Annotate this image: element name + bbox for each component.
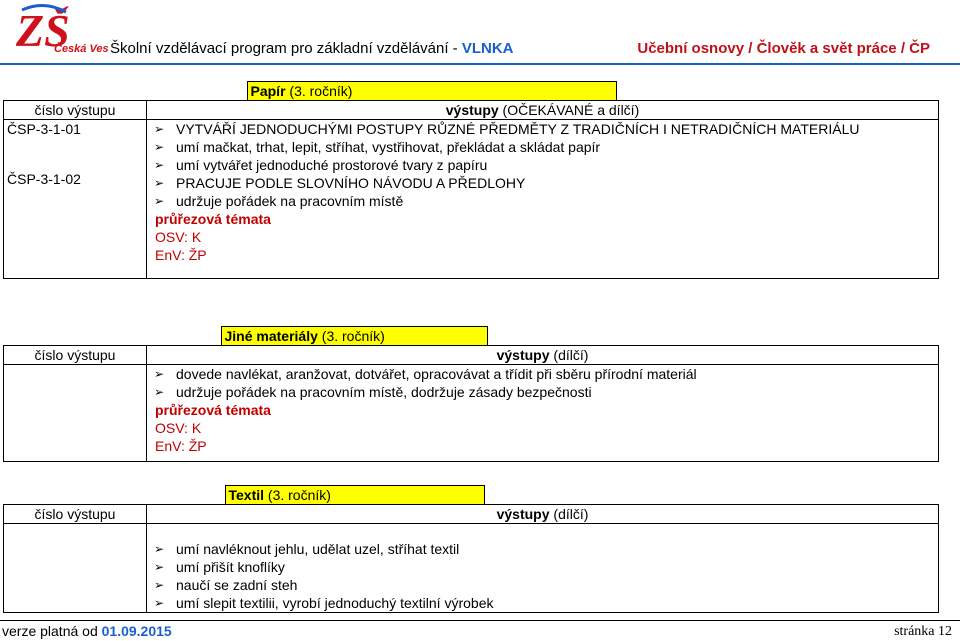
section-title: Jiné materiály (3. ročník) (221, 326, 488, 345)
theme-osv: OSV: K (155, 229, 202, 245)
footer-divider (0, 620, 960, 621)
theme-osv: OSV: K (155, 420, 202, 436)
header-divider (0, 63, 960, 65)
themes-label: průřezová témata (155, 211, 271, 227)
logo-name: Česká Ves (54, 43, 109, 55)
list-item: ➢ udržuje pořádek na pracovním místě (150, 192, 935, 210)
col-header-outputs: výstupy (OČEKÁVANÉ a dílčí) (147, 101, 939, 120)
list-item: ➢ PRACUJE PODLE SLOVNÍHO NÁVODU A PŘEDLOHY (150, 174, 935, 192)
outputs-cell (147, 524, 939, 613)
list-item: ➢ udržuje pořádek na pracovním místě, dodržuje zásady bezpečnosti (150, 383, 935, 401)
table-paper (3, 81, 939, 279)
list-item: ➢ umí slepit textilii, vyrobí jednoduchý textilní výrobek (150, 594, 935, 612)
program-prefix: Školní vzdělávací program pro základní vzdělávání - (110, 40, 462, 57)
col-header-outputs: výstupy (dílčí) (147, 346, 939, 365)
theme-env: EnV: ŽP (155, 438, 207, 454)
outputs-cell (147, 365, 939, 462)
themes-label: průřezová témata (155, 402, 271, 418)
list-item: ➢ naučí se zadní steh (150, 576, 935, 594)
col-header-code: číslo výstupu (4, 505, 147, 524)
list-item: ➢ umí přišít knoflíky (150, 558, 935, 576)
codes-cell (4, 524, 147, 613)
outputs-cell (147, 120, 939, 279)
footer-version: verze platná od 01.09.2015 (2, 623, 172, 639)
codes-cell (4, 120, 147, 279)
col-header-code: číslo výstupu (4, 346, 147, 365)
list-item: ➢ umí vytvářet jednoduché prostorové tvary z papíru (150, 156, 935, 174)
theme-env: EnV: ŽP (155, 247, 207, 263)
output-code: ČSP-3-1-01 (7, 121, 81, 137)
col-header-outputs: výstupy (dílčí) (147, 505, 939, 524)
list-item: ➢ umí mačkat, trhat, lepit, stříhat, vystřihovat, překládat a skládat papír (150, 138, 935, 156)
section-title: Textil (3. ročník) (225, 485, 485, 504)
list-item: ➢ umí navléknout jehlu, udělat uzel, stříhat textil (150, 540, 935, 558)
col-header-code: číslo výstupu (4, 101, 147, 120)
page-number: stránka 12 (894, 624, 952, 639)
output-code: ČSP-3-1-02 (7, 171, 81, 187)
program-title (110, 40, 514, 57)
curriculum-path: Učební osnovy / Člověk a svět práce / ČP (637, 40, 930, 57)
section-title: Papír (3. ročník) (247, 81, 617, 100)
table-textile (3, 485, 939, 613)
table-other-materials (3, 326, 939, 462)
list-item: ➢ dovede navlékat, aranžovat, dotvářet, opracovávat a třídit při sběru přírodní materiál (150, 365, 935, 383)
codes-cell (4, 365, 147, 462)
program-name: VLNKA (461, 40, 514, 57)
logo-letters: ZŠ (16, 5, 70, 56)
list-item: ➢ VYTVÁŘÍ JEDNODUCHÝMI POSTUPY RŮZNÉ PŘEDMĚTY Z TRADIČNÍCH I NETRADIČNÍCH MATERIÁLU (150, 120, 935, 138)
